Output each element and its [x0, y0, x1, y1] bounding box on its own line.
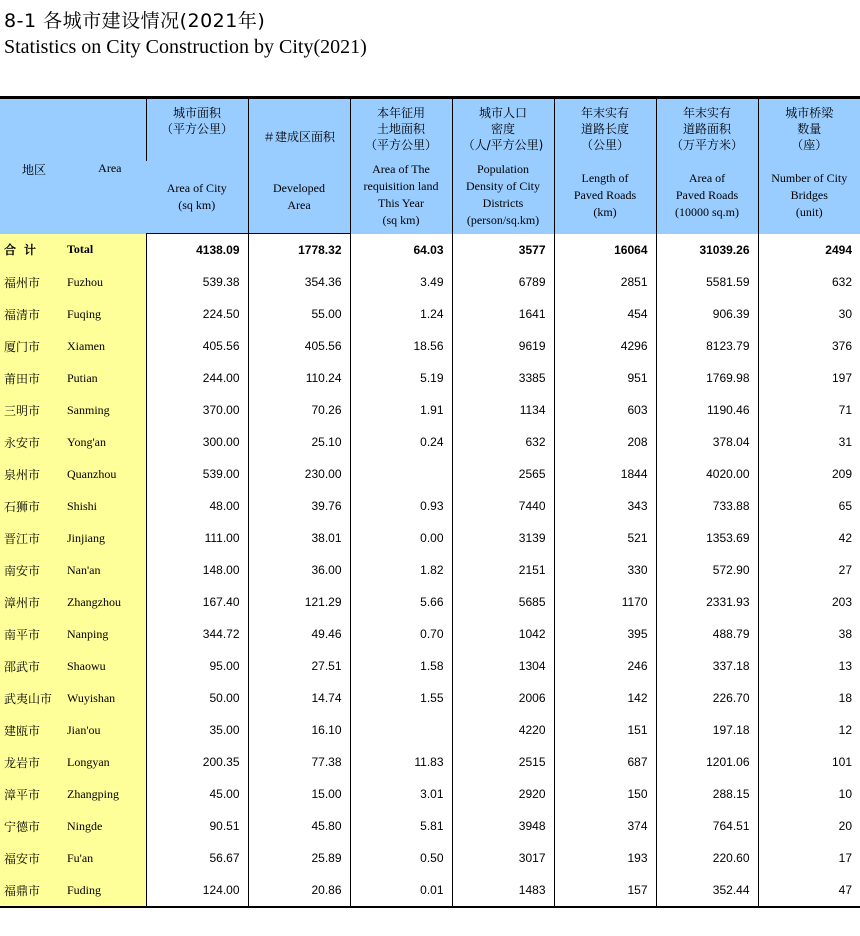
requisition-area-cell: 0.00	[350, 522, 452, 554]
header-requisition-cn: 本年征用 土地面积 （平方公里）	[364, 106, 437, 152]
area-name-en: Fuzhou	[63, 266, 146, 298]
requisition-area-cell: 3.01	[350, 778, 452, 810]
area-name-en: Fuqing	[63, 298, 146, 330]
roads-area-cell: 288.15	[656, 778, 758, 810]
city-area-cell: 167.40	[146, 586, 248, 618]
requisition-area-cell: 0.93	[350, 490, 452, 522]
density-cell: 3577	[452, 234, 554, 267]
table-row	[0, 586, 860, 618]
roads-area-cell: 31039.26	[656, 234, 758, 267]
city-area-cell: 405.56	[146, 330, 248, 362]
bridges-cell: 13	[758, 650, 860, 682]
developed-area-cell: 1778.32	[248, 234, 350, 267]
density-cell: 7440	[452, 490, 554, 522]
header-city-area-en-cell	[146, 161, 248, 234]
area-name-cn: 建瓯市	[0, 714, 63, 746]
city-area-cell: 124.00	[146, 874, 248, 907]
roads-area-cell: 1353.69	[656, 522, 758, 554]
roads-area-cell: 5581.59	[656, 266, 758, 298]
table-row	[0, 362, 860, 394]
header-density-cn: 城市人口 密度 （人/平方公里)	[462, 106, 544, 152]
bridges-cell: 632	[758, 266, 860, 298]
roads-length-cell: 193	[554, 842, 656, 874]
header-developed-en: Developed Area	[273, 181, 325, 212]
density-cell: 5685	[452, 586, 554, 618]
page-title-cn: 8-1 各城市建设情况(2021年)	[4, 10, 266, 32]
statistics-table	[0, 96, 860, 908]
city-area-cell: 344.72	[146, 618, 248, 650]
roads-length-cell: 343	[554, 490, 656, 522]
area-name-en: Nan'an	[63, 554, 146, 586]
requisition-area-cell: 0.01	[350, 874, 452, 907]
developed-area-cell: 55.00	[248, 298, 350, 330]
table-row	[0, 746, 860, 778]
requisition-area-cell: 5.66	[350, 586, 452, 618]
area-name-en: Nanping	[63, 618, 146, 650]
requisition-area-cell	[350, 458, 452, 490]
header-roads-area-cn: 年末实有 道路面积 （万平方米）	[670, 106, 743, 152]
developed-area-cell: 36.00	[248, 554, 350, 586]
area-name-cn: 南安市	[0, 554, 63, 586]
developed-area-cell: 14.74	[248, 682, 350, 714]
table-row	[0, 554, 860, 586]
bridges-cell: 101	[758, 746, 860, 778]
roads-area-cell: 1201.06	[656, 746, 758, 778]
developed-area-cell: 38.01	[248, 522, 350, 554]
developed-area-cell: 45.80	[248, 810, 350, 842]
area-name-en: Zhangzhou	[63, 586, 146, 618]
roads-area-cell: 352.44	[656, 874, 758, 907]
roads-length-cell: 151	[554, 714, 656, 746]
developed-area-cell: 70.26	[248, 394, 350, 426]
requisition-area-cell: 0.50	[350, 842, 452, 874]
developed-area-cell: 110.24	[248, 362, 350, 394]
table-row	[0, 394, 860, 426]
density-cell: 1641	[452, 298, 554, 330]
roads-area-cell: 906.39	[656, 298, 758, 330]
area-name-cn: 福州市	[0, 266, 63, 298]
roads-area-cell: 378.04	[656, 426, 758, 458]
roads-area-cell: 4020.00	[656, 458, 758, 490]
city-area-cell: 48.00	[146, 490, 248, 522]
area-name-en: Wuyishan	[63, 682, 146, 714]
header-bridges-en: Number of City Bridges (unit)	[771, 171, 848, 219]
developed-area-cell: 230.00	[248, 458, 350, 490]
roads-length-cell: 687	[554, 746, 656, 778]
city-area-cell: 370.00	[146, 394, 248, 426]
roads-length-cell: 395	[554, 618, 656, 650]
roads-area-cell: 733.88	[656, 490, 758, 522]
roads-length-cell: 208	[554, 426, 656, 458]
table-row	[0, 618, 860, 650]
header-area-cn: 地区	[22, 163, 47, 177]
area-name-en: Jian'ou	[63, 714, 146, 746]
requisition-area-cell: 3.49	[350, 266, 452, 298]
roads-area-cell: 2331.93	[656, 586, 758, 618]
header-density-en: Population Density of City Districts (person/sq.km)	[466, 162, 540, 227]
header-density	[452, 98, 554, 234]
developed-area-cell: 25.10	[248, 426, 350, 458]
roads-length-cell: 374	[554, 810, 656, 842]
header-roads-length-en: Length of Paved Roads (km)	[573, 171, 637, 219]
bridges-cell: 2494	[758, 234, 860, 267]
header-roads-area	[656, 98, 758, 234]
city-area-cell: 244.00	[146, 362, 248, 394]
header-city-area-en: Area of City (sq km)	[166, 181, 227, 212]
header-city-area-cn: 城市面积 （平方公里）	[160, 106, 233, 136]
roads-area-cell: 1769.98	[656, 362, 758, 394]
city-area-cell: 45.00	[146, 778, 248, 810]
bridges-cell: 71	[758, 394, 860, 426]
roads-length-cell: 4296	[554, 330, 656, 362]
roads-area-cell: 1190.46	[656, 394, 758, 426]
bridges-cell: 209	[758, 458, 860, 490]
area-name-cn: 永安市	[0, 426, 63, 458]
bridges-cell: 47	[758, 874, 860, 907]
developed-area-cell: 25.89	[248, 842, 350, 874]
density-cell: 632	[452, 426, 554, 458]
area-name-en: Putian	[63, 362, 146, 394]
header-developed	[248, 98, 350, 162]
area-name-cn: 三明市	[0, 394, 63, 426]
area-name-cn: 漳平市	[0, 778, 63, 810]
roads-length-cell: 150	[554, 778, 656, 810]
area-name-en: Zhangping	[63, 778, 146, 810]
roads-length-cell: 2851	[554, 266, 656, 298]
city-area-cell: 56.67	[146, 842, 248, 874]
density-cell: 3948	[452, 810, 554, 842]
area-name-en: Sanming	[63, 394, 146, 426]
area-name-en: Shaowu	[63, 650, 146, 682]
requisition-area-cell: 5.19	[350, 362, 452, 394]
roads-area-cell: 764.51	[656, 810, 758, 842]
roads-length-cell: 603	[554, 394, 656, 426]
roads-area-cell: 572.90	[656, 554, 758, 586]
roads-length-cell: 521	[554, 522, 656, 554]
bridges-cell: 18	[758, 682, 860, 714]
table-body	[0, 234, 860, 908]
roads-length-cell: 330	[554, 554, 656, 586]
table-row	[0, 490, 860, 522]
table-row	[0, 650, 860, 682]
requisition-area-cell: 1.55	[350, 682, 452, 714]
table-row	[0, 778, 860, 810]
table-row	[0, 714, 860, 746]
bridges-cell: 203	[758, 586, 860, 618]
header-developed-cn: ＃建成区面积	[262, 130, 335, 144]
area-name-cn: 合计	[0, 234, 63, 267]
requisition-area-cell: 11.83	[350, 746, 452, 778]
density-cell: 2151	[452, 554, 554, 586]
bridges-cell: 30	[758, 298, 860, 330]
density-cell: 1483	[452, 874, 554, 907]
developed-area-cell: 77.38	[248, 746, 350, 778]
header-bridges	[758, 98, 860, 234]
header-roads-area-en: Area of Paved Roads (10000 sq.m)	[675, 171, 739, 219]
area-name-cn: 石狮市	[0, 490, 63, 522]
table-row	[0, 426, 860, 458]
header-requisition	[350, 98, 452, 234]
table-row	[0, 874, 860, 907]
area-name-cn: 泉州市	[0, 458, 63, 490]
density-cell: 2565	[452, 458, 554, 490]
city-area-cell: 4138.09	[146, 234, 248, 267]
area-name-cn: 福清市	[0, 298, 63, 330]
requisition-area-cell: 64.03	[350, 234, 452, 267]
developed-area-cell: 16.10	[248, 714, 350, 746]
city-area-cell: 224.50	[146, 298, 248, 330]
area-name-cn: 龙岩市	[0, 746, 63, 778]
roads-length-cell: 246	[554, 650, 656, 682]
area-name-en: Fuding	[63, 874, 146, 907]
bridges-cell: 42	[758, 522, 860, 554]
city-area-cell: 35.00	[146, 714, 248, 746]
roads-area-cell: 488.79	[656, 618, 758, 650]
requisition-area-cell: 0.70	[350, 618, 452, 650]
bridges-cell: 27	[758, 554, 860, 586]
requisition-area-cell: 5.81	[350, 810, 452, 842]
developed-area-cell: 354.36	[248, 266, 350, 298]
roads-area-cell: 197.18	[656, 714, 758, 746]
requisition-area-cell: 18.56	[350, 330, 452, 362]
density-cell: 3017	[452, 842, 554, 874]
roads-length-cell: 16064	[554, 234, 656, 267]
area-name-en: Longyan	[63, 746, 146, 778]
area-name-cn: 宁德市	[0, 810, 63, 842]
bridges-cell: 17	[758, 842, 860, 874]
requisition-area-cell	[350, 714, 452, 746]
roads-length-cell: 454	[554, 298, 656, 330]
area-name-en: Total	[63, 234, 146, 267]
city-area-cell: 539.00	[146, 458, 248, 490]
density-cell: 1134	[452, 394, 554, 426]
developed-area-cell: 20.86	[248, 874, 350, 907]
density-cell: 4220	[452, 714, 554, 746]
area-name-cn: 晋江市	[0, 522, 63, 554]
density-cell: 1304	[452, 650, 554, 682]
density-cell: 2006	[452, 682, 554, 714]
density-cell: 1042	[452, 618, 554, 650]
requisition-area-cell: 1.24	[350, 298, 452, 330]
city-area-cell: 200.35	[146, 746, 248, 778]
area-name-en: Ningde	[63, 810, 146, 842]
density-cell: 6789	[452, 266, 554, 298]
roads-length-cell: 951	[554, 362, 656, 394]
header-requisition-en: Area of The requisition land This Year (sq km)	[363, 162, 439, 227]
density-cell: 2920	[452, 778, 554, 810]
header-developed-en-cell	[248, 161, 350, 234]
area-name-cn: 福鼎市	[0, 874, 63, 907]
table-row	[0, 298, 860, 330]
area-name-en: Quanzhou	[63, 458, 146, 490]
area-name-cn: 南平市	[0, 618, 63, 650]
developed-area-cell: 15.00	[248, 778, 350, 810]
density-cell: 3385	[452, 362, 554, 394]
bridges-cell: 38	[758, 618, 860, 650]
bridges-cell: 31	[758, 426, 860, 458]
table-row	[0, 522, 860, 554]
area-name-en: Jinjiang	[63, 522, 146, 554]
area-name-cn: 漳州市	[0, 586, 63, 618]
requisition-area-cell: 1.82	[350, 554, 452, 586]
area-name-cn: 福安市	[0, 842, 63, 874]
developed-area-cell: 49.46	[248, 618, 350, 650]
roads-length-cell: 1844	[554, 458, 656, 490]
header-roads-length	[554, 98, 656, 234]
bridges-cell: 376	[758, 330, 860, 362]
density-cell: 2515	[452, 746, 554, 778]
roads-area-cell: 337.18	[656, 650, 758, 682]
requisition-area-cell: 1.91	[350, 394, 452, 426]
developed-area-cell: 405.56	[248, 330, 350, 362]
total-row	[0, 234, 860, 267]
bridges-cell: 65	[758, 490, 860, 522]
table-row	[0, 458, 860, 490]
table-row	[0, 266, 860, 298]
developed-area-cell: 27.51	[248, 650, 350, 682]
header-bridges-cn: 城市桥梁 数量 （座）	[785, 106, 834, 152]
table-row	[0, 842, 860, 874]
area-name-cn: 武夷山市	[0, 682, 63, 714]
roads-area-cell: 8123.79	[656, 330, 758, 362]
city-area-cell: 111.00	[146, 522, 248, 554]
requisition-area-cell: 0.24	[350, 426, 452, 458]
table-row	[0, 330, 860, 362]
page-title-en: Statistics on City Construction by City(2021)	[4, 36, 367, 58]
header-area	[0, 98, 146, 234]
roads-area-cell: 220.60	[656, 842, 758, 874]
developed-area-cell: 121.29	[248, 586, 350, 618]
area-name-en: Yong'an	[63, 426, 146, 458]
roads-area-cell: 226.70	[656, 682, 758, 714]
bridges-cell: 10	[758, 778, 860, 810]
area-name-en: Xiamen	[63, 330, 146, 362]
area-name-cn: 莆田市	[0, 362, 63, 394]
roads-length-cell: 1170	[554, 586, 656, 618]
city-area-cell: 95.00	[146, 650, 248, 682]
density-cell: 3139	[452, 522, 554, 554]
city-area-cell: 148.00	[146, 554, 248, 586]
city-area-cell: 300.00	[146, 426, 248, 458]
bridges-cell: 197	[758, 362, 860, 394]
roads-length-cell: 157	[554, 874, 656, 907]
area-name-en: Fu'an	[63, 842, 146, 874]
developed-area-cell: 39.76	[248, 490, 350, 522]
table-row	[0, 682, 860, 714]
requisition-area-cell: 1.58	[350, 650, 452, 682]
city-area-cell: 539.38	[146, 266, 248, 298]
header-area-en: Area	[98, 161, 122, 175]
bridges-cell: 12	[758, 714, 860, 746]
city-area-cell: 90.51	[146, 810, 248, 842]
table-row	[0, 810, 860, 842]
bridges-cell: 20	[758, 810, 860, 842]
density-cell: 9619	[452, 330, 554, 362]
city-area-cell: 50.00	[146, 682, 248, 714]
area-name-cn: 厦门市	[0, 330, 63, 362]
header-city-area	[146, 98, 248, 162]
area-name-cn: 邵武市	[0, 650, 63, 682]
header-roads-length-cn: 年末实有 道路长度 （公里）	[580, 106, 629, 152]
area-name-en: Shishi	[63, 490, 146, 522]
roads-length-cell: 142	[554, 682, 656, 714]
